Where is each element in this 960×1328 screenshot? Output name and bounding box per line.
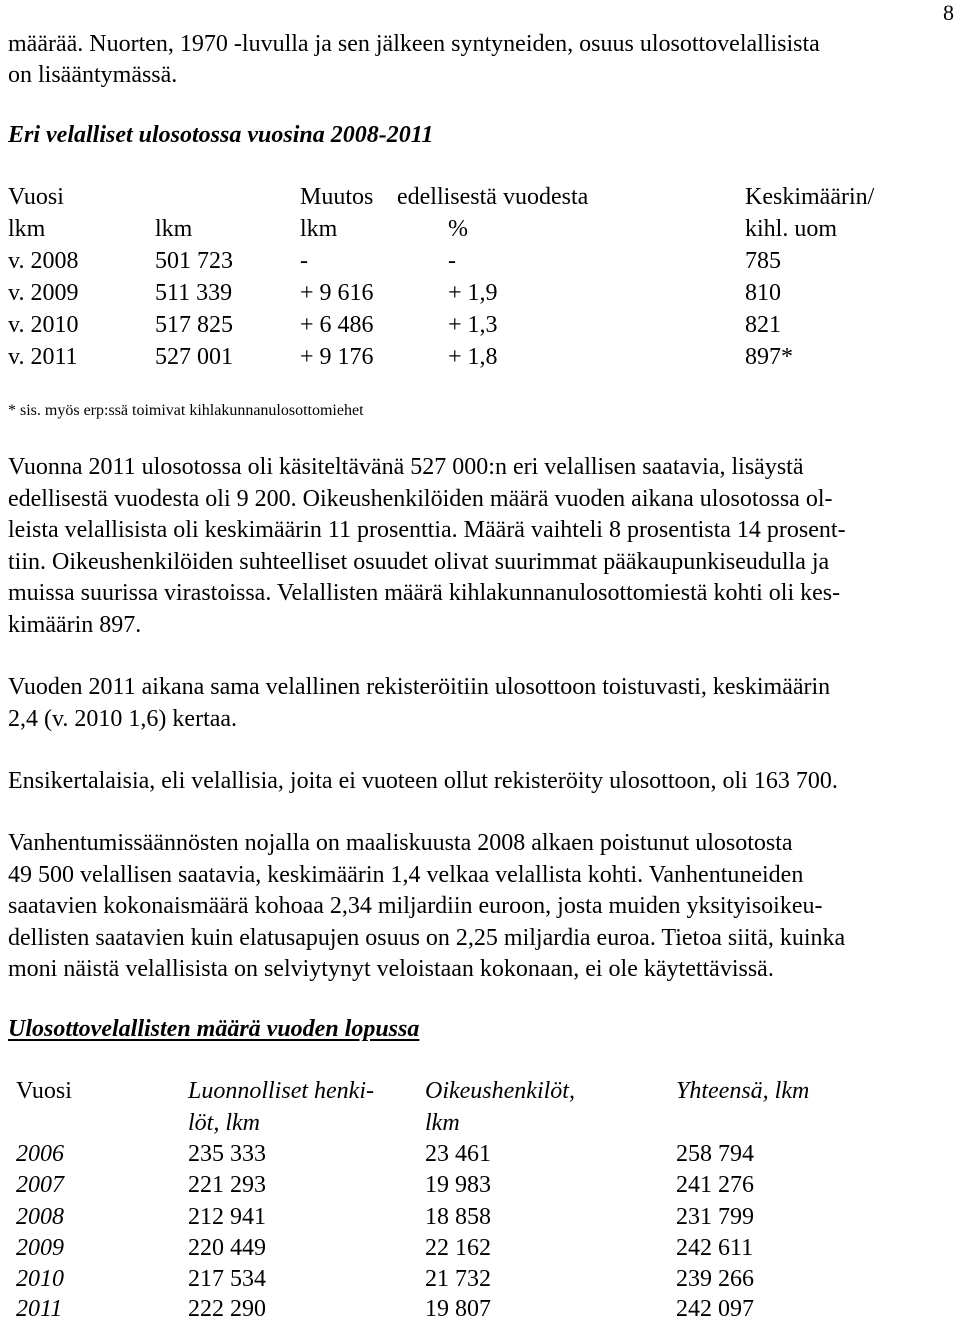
- paragraph-line: Vuoden 2011 aikana sama velallinen rekisteröitiin ulosottoon toistuvasti, keskimäärin: [8, 674, 831, 700]
- page-number: 8: [943, 0, 954, 25]
- table-row: [0, 1204, 960, 1236]
- paragraph-line: tiin. Oikeushenkilöiden suhteelliset osuudet olivat suurimmat pääkaupunkiseudulla ja: [8, 548, 830, 575]
- table1-header-lkm-2: lkm: [155, 216, 193, 242]
- year-cell: v. 2009: [8, 280, 79, 306]
- table1-header-lkm-3: lkm: [300, 216, 338, 242]
- average-cell: 821: [745, 312, 781, 338]
- change-cell: + 9 176: [300, 344, 374, 370]
- paragraph-4: [8, 828, 952, 986]
- paragraph-line: muissa suurissa virastoissa. Velallisten määrä kihlakunnanulosottomiestä kohti oli kes-: [8, 580, 841, 607]
- percent-cell: -: [448, 248, 456, 274]
- average-cell: 897*: [745, 344, 793, 370]
- paragraph-line: kimäärin 897.: [8, 611, 142, 638]
- table1-header-vuosi: Vuosi: [8, 184, 64, 210]
- paragraph-line: dellisten saatavien kuin elatusapujen osuus on 2,25 miljardia euroa. Tietoa siitä, kuinka: [8, 924, 846, 951]
- natural-cell: 235 333: [188, 1141, 266, 1167]
- year-cell: 2006: [16, 1141, 64, 1167]
- average-cell: 785: [745, 248, 781, 274]
- table2-header-natural-2: löt, lkm: [188, 1110, 260, 1136]
- table2-title: Ulosottovelallisten määrä vuoden lopussa: [8, 1016, 420, 1042]
- paragraph-line: Ensikertalaisia, eli velallisia, joita ei vuoteen ollut rekisteröity ulosottoon, oli 163 700.: [8, 768, 838, 794]
- table1-header-row-2: [0, 216, 960, 248]
- table-row: [0, 1296, 960, 1328]
- legal-cell: 21 732: [425, 1266, 491, 1292]
- total-cell: 242 097: [676, 1296, 754, 1322]
- table1-header-kihl-uom: kihl. uom: [745, 216, 838, 242]
- year-cell: 2010: [16, 1266, 64, 1292]
- year-cell: v. 2010: [8, 312, 79, 338]
- paragraph-line: 2,4 (v. 2010 1,6) kertaa.: [8, 705, 238, 732]
- table-row: [0, 344, 960, 376]
- change-cell: -: [300, 248, 308, 274]
- table-row: [0, 248, 960, 280]
- table2-header-vuosi: Vuosi: [16, 1078, 72, 1104]
- table-row: [0, 1266, 960, 1298]
- natural-cell: 221 293: [188, 1172, 266, 1198]
- paragraph-line: edellisestä vuodesta oli 9 200. Oikeushenkilöiden määrä vuoden aikana ulosotossa ol-: [8, 485, 833, 512]
- paragraph-3: [8, 766, 952, 798]
- change-cell: + 9 616: [300, 280, 374, 306]
- total-cell: 258 794: [676, 1141, 754, 1167]
- year-cell: 2009: [16, 1235, 64, 1261]
- legal-cell: 18 858: [425, 1204, 491, 1230]
- table2-header-row-2: [0, 1110, 960, 1142]
- total-cell: 239 266: [676, 1266, 754, 1292]
- percent-cell: + 1,9: [448, 280, 498, 306]
- change-cell: + 6 486: [300, 312, 374, 338]
- table-row: [0, 1172, 960, 1204]
- table1-footnote: * sis. myös erp:ssä toimivat kihlakunnanulosottomiehet: [8, 402, 364, 419]
- count-cell: 517 825: [155, 312, 233, 338]
- legal-cell: 22 162: [425, 1235, 491, 1261]
- table-row: [0, 1141, 960, 1173]
- table2-header-row-1: [0, 1078, 960, 1110]
- table-row: [0, 280, 960, 312]
- count-cell: 511 339: [155, 280, 233, 306]
- paragraph-line: moni näistä velallisista on selviytynyt veloistaan kokonaan, ei ole käytettävissä.: [8, 956, 774, 983]
- table1-header-percent: %: [448, 216, 468, 242]
- percent-cell: + 1,8: [448, 344, 498, 370]
- table1-header-lkm-1: lkm: [8, 216, 46, 242]
- year-cell: v. 2008: [8, 248, 79, 274]
- intro-line-1: määrää. Nuorten, 1970 -luvulla ja sen jälkeen syntyneiden, osuus ulosottovelallisista: [8, 31, 820, 57]
- paragraph-line: 49 500 velallisen saatavia, keskimäärin 1,4 velkaa velallista kohti. Vanhentuneiden: [8, 861, 804, 888]
- legal-cell: 23 461: [425, 1141, 491, 1167]
- table1-header-row-1: [0, 184, 960, 216]
- paragraph-line: Vuonna 2011 ulosotossa oli käsiteltävänä 527 000:n eri velallisen saatavia, lisäystä: [8, 454, 804, 480]
- count-cell: 527 001: [155, 344, 233, 370]
- total-cell: 231 799: [676, 1204, 754, 1230]
- average-cell: 810: [745, 280, 781, 306]
- paragraph-line: Vanhentumissäännösten nojalla on maaliskuusta 2008 alkaen poistunut ulosotosta: [8, 830, 793, 856]
- total-cell: 241 276: [676, 1172, 754, 1198]
- table1-title: Eri velalliset ulosotossa vuosina 2008-2011: [8, 122, 434, 148]
- natural-cell: 222 290: [188, 1296, 266, 1322]
- table2-header-natural-1: Luonnolliset henki-: [188, 1078, 374, 1104]
- table2-header-total: Yhteensä, lkm: [676, 1078, 810, 1104]
- table1-header-keskimaarin: Keskimäärin/: [745, 184, 875, 210]
- legal-cell: 19 983: [425, 1172, 491, 1198]
- year-cell: 2007: [16, 1172, 64, 1198]
- table-row: [0, 1235, 960, 1267]
- intro-line-2: on lisääntymässä.: [8, 62, 178, 88]
- table-row: [0, 312, 960, 344]
- table2-header-legal-2: lkm: [425, 1110, 460, 1136]
- legal-cell: 19 807: [425, 1296, 491, 1322]
- table1-header-edellisesta: edellisestä vuodesta: [397, 184, 589, 210]
- count-cell: 501 723: [155, 248, 233, 274]
- natural-cell: 212 941: [188, 1204, 266, 1230]
- year-cell: 2008: [16, 1204, 64, 1230]
- total-cell: 242 611: [676, 1235, 754, 1261]
- table1-header-muutos: Muutos: [300, 184, 374, 210]
- paragraph-1: [8, 452, 952, 642]
- year-cell: v. 2011: [8, 344, 78, 370]
- percent-cell: + 1,3: [448, 312, 498, 338]
- year-cell: 2011: [16, 1296, 63, 1322]
- natural-cell: 220 449: [188, 1235, 266, 1261]
- paragraph-line: saatavien kokonaismäärä kohoaa 2,34 miljardiin euroon, josta muiden yksityisoikeu-: [8, 893, 823, 920]
- table2-header-legal-1: Oikeushenkilöt,: [425, 1078, 575, 1104]
- paragraph-line: leista velallisista oli keskimäärin 11 prosenttia. Määrä vaihteli 8 prosentista 14 prosent-: [8, 517, 846, 544]
- paragraph-2: [8, 672, 952, 735]
- natural-cell: 217 534: [188, 1266, 266, 1292]
